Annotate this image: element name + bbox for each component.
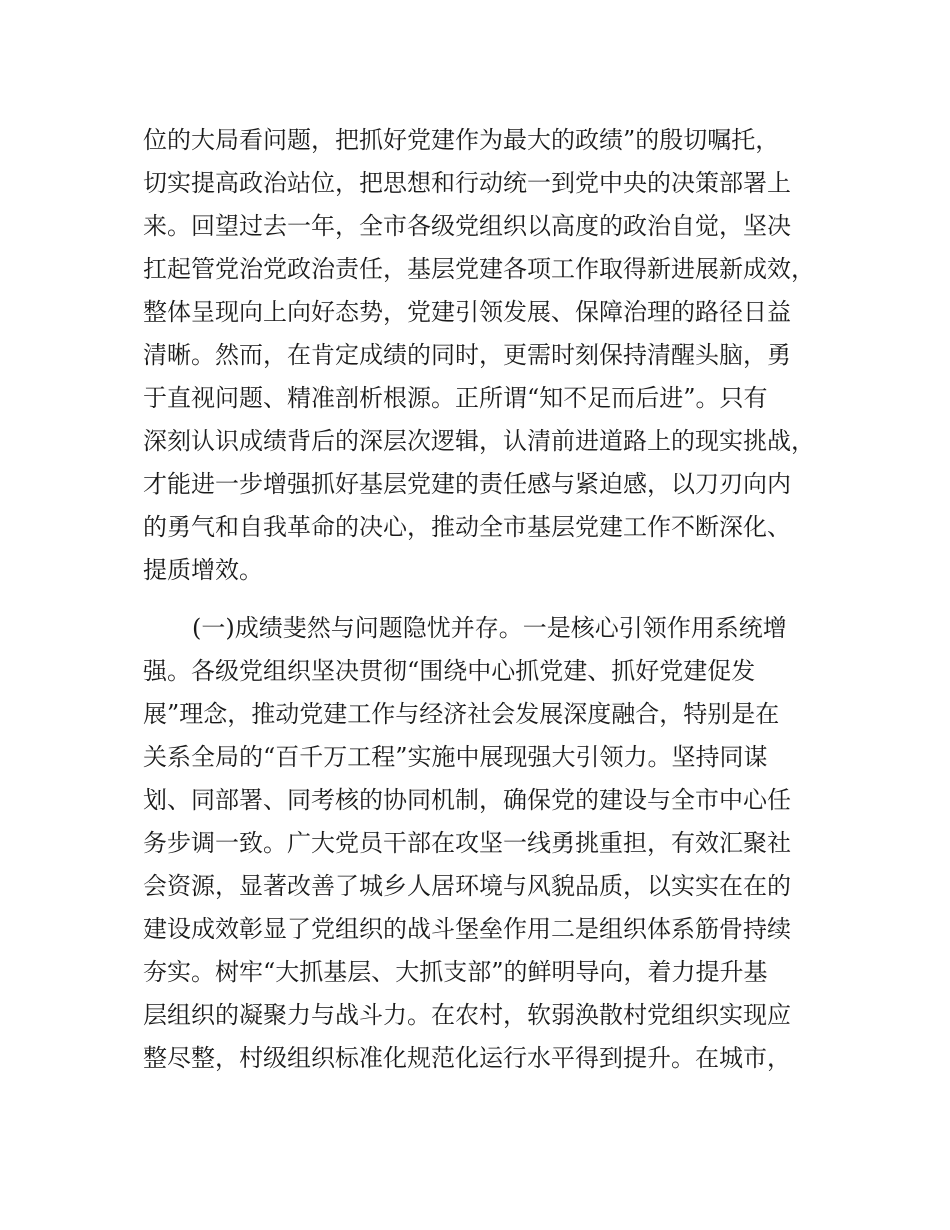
- paragraph-2-line-9: 夯实。树牢“大抓基层、大抓支部”的鲜明导向，着力提升基: [143, 958, 768, 986]
- paragraph-2-line-3: 展”理念，推动党建工作与经济社会发展深度融合，特别是在: [143, 700, 780, 728]
- paragraph-1-line-10: 的勇气和自我革命的决心，推动全市基层党建工作不断深化、: [143, 513, 791, 541]
- paragraph-2-line-8: 建设成效彰显了党组织的战斗堡垒作用二是组织体系筋骨持续: [143, 915, 791, 943]
- paragraph-2-line-2: 强。各级党组织坚决贯彻“围绕中心抓党建、抓好党建促发: [143, 657, 756, 685]
- paragraph-2-line-4: 关系全局的“百千万工程”实施中展现强大引领力。坚持同谋: [143, 743, 768, 771]
- paragraph-1-line-7: 于直视问题、精准剖析根源。正所谓“知不足而后进”。只有: [143, 384, 768, 412]
- paragraph-1-line-1: 位的大局看问题，把抓好党建作为最大的政绩”的殷切嘱托，: [143, 126, 780, 154]
- paragraph-1-line-2: 切实提高政治站位，把思想和行动统一到党中央的决策部署上: [143, 169, 791, 197]
- paragraph-1-line-5: 整体呈现向上向好态势，党建引领发展、保障治理的路径日益: [143, 298, 791, 326]
- paragraph-2-line-7: 会资源，显著改善了城乡人居环境与风貌品质，以实实在在的: [143, 872, 791, 900]
- paragraph-2-line-10: 层组织的凝聚力与战斗力。在农村，软弱涣散村党组织实现应: [143, 1001, 791, 1029]
- paragraph-2-line-6: 务步调一致。广大党员干部在攻坚一线勇挑重担，有效汇聚社: [143, 829, 791, 857]
- paragraph-1-line-8: 深刻认识成绩背后的深层次逻辑，认清前进道路上的现实挑战，: [143, 427, 815, 455]
- paragraph-1-line-11: 提质增效。: [143, 556, 263, 584]
- paragraph-1-line-6: 清晰。然而，在肯定成绩的同时，更需时刻保持清醒头脑，勇: [143, 341, 791, 369]
- paragraph-1-line-9: 才能进一步增强抓好基层党建的责任感与紧迫感，以刀刃向内: [143, 470, 791, 498]
- paragraph-1-line-3: 来。回望过去一年，全市各级党组织以高度的政治自觉，坚决: [143, 212, 791, 240]
- paragraph-2-line-1: (一)成绩斐然与问题隐忧并存。一是核心引领作用系统增: [192, 614, 787, 642]
- paragraph-2-line-5: 划、同部署、同考核的协同机制，确保党的建设与全市中心任: [143, 786, 791, 814]
- paragraph-2-line-11: 整尽整，村级组织标准化规范化运行水平得到提升。在城市，: [143, 1044, 791, 1072]
- paragraph-1-line-4: 扛起管党治党政治责任，基层党建各项工作取得新进展新成效，: [143, 255, 815, 283]
